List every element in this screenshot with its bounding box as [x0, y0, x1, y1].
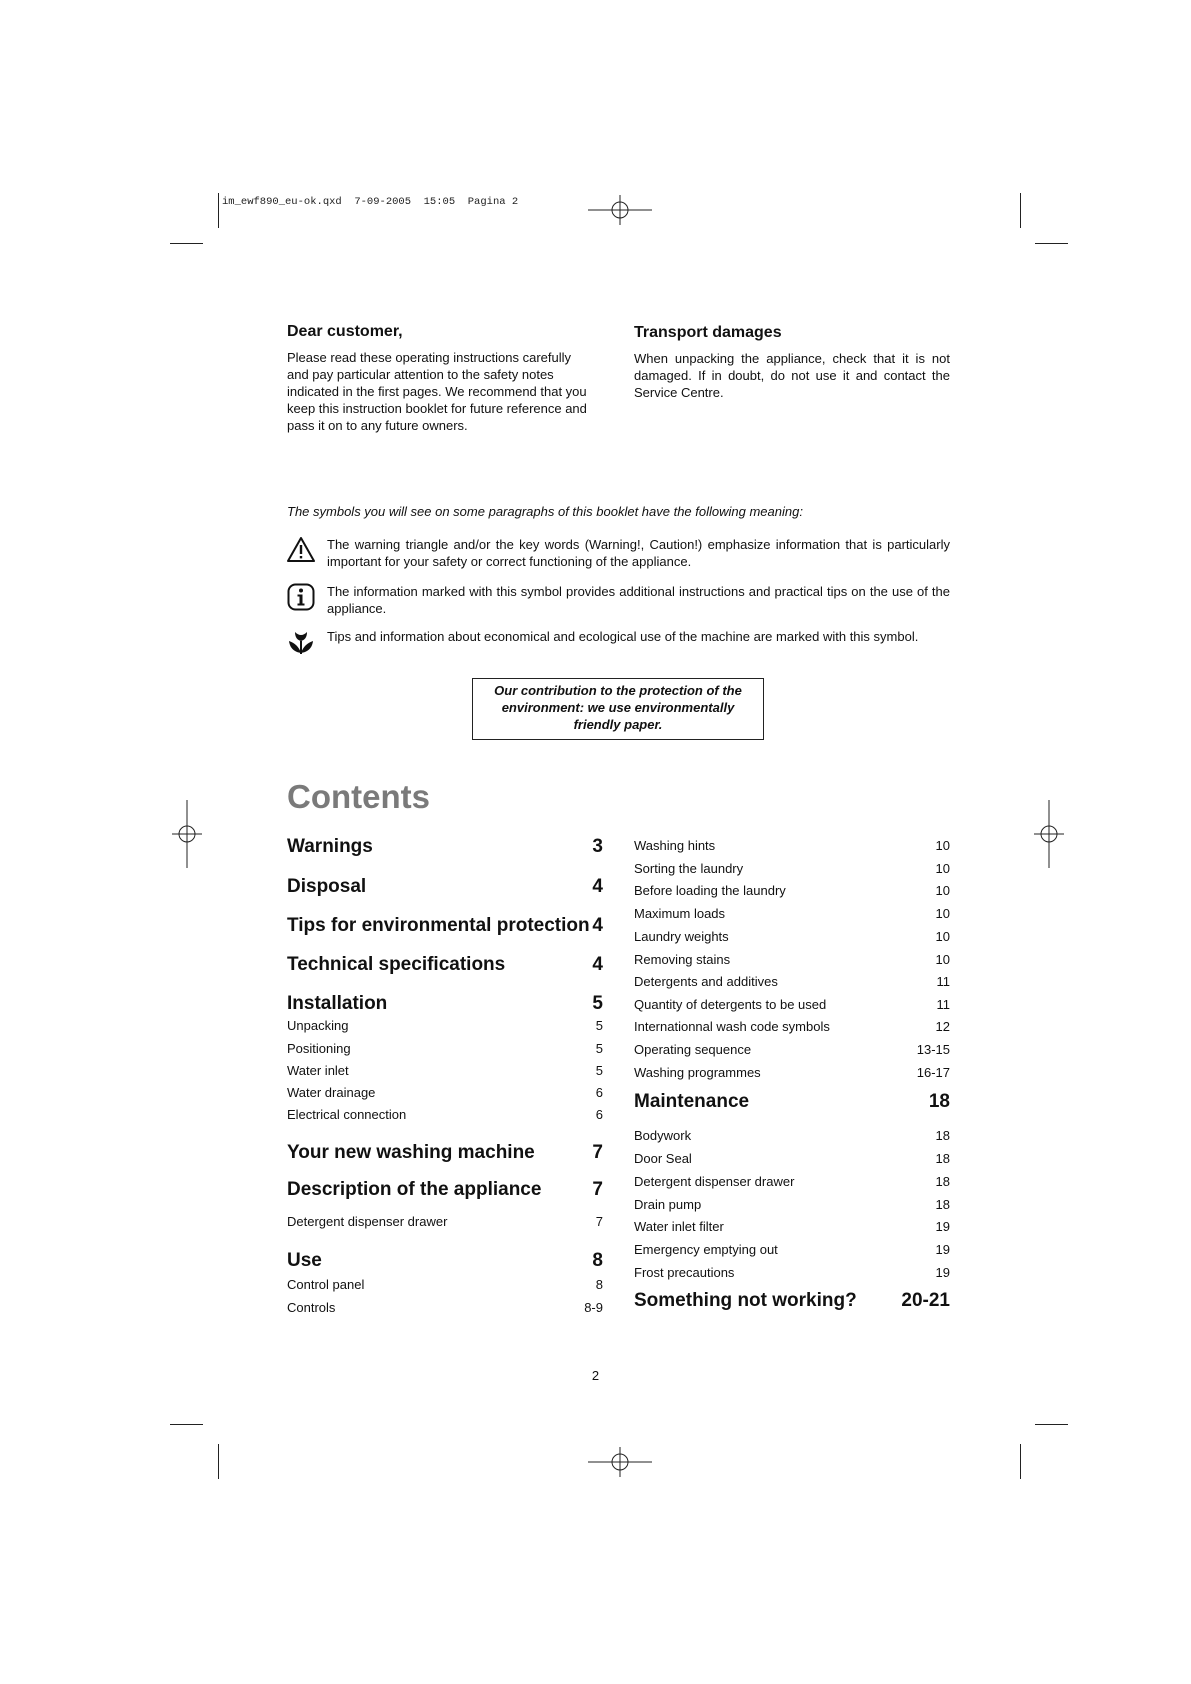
flower-eco-icon: [287, 628, 315, 656]
toc-label: Water inlet: [287, 1063, 349, 1078]
toc-entry: [287, 1277, 603, 1292]
toc-entry: [634, 952, 950, 967]
toc-page: 18: [935, 1197, 950, 1212]
toc-entry: [287, 1214, 603, 1229]
toc-page: 10: [935, 906, 950, 921]
symbol-text: The warning triangle and/or the key words (Warning!, Caution!) emphasize information that is particularly important for your safety or correct functioning of the appliance.: [327, 537, 950, 569]
toc-entry: [287, 993, 603, 1015]
toc-entry: [287, 1300, 603, 1315]
toc-page: 20-21: [901, 1290, 950, 1311]
toc-entry: [634, 906, 950, 921]
environment-note-box: [472, 678, 764, 740]
toc-label: Laundry weights: [634, 929, 729, 944]
toc-entry: [634, 1151, 950, 1166]
toc-entry: [287, 954, 603, 976]
toc-entry: [287, 836, 603, 858]
toc-entry: [634, 1019, 950, 1034]
toc-label: Quantity of detergents to be used: [634, 997, 827, 1012]
toc-entry: [287, 1179, 603, 1201]
toc-label: Emergency emptying out: [634, 1242, 778, 1257]
toc-entry: [287, 876, 603, 898]
toc-page: 10: [935, 838, 950, 853]
toc-label: Positioning: [287, 1041, 351, 1056]
toc-label: Water drainage: [287, 1085, 376, 1100]
symbol-item: [287, 536, 950, 576]
toc-page: 7: [595, 1214, 603, 1229]
toc-page: 6: [595, 1085, 603, 1100]
toc-page: 5: [592, 993, 603, 1014]
toc-page: 5: [595, 1041, 603, 1056]
toc-entry: [287, 1018, 603, 1033]
toc-entry: [287, 1107, 603, 1122]
dear-customer-text: [287, 349, 607, 434]
info-icon: [287, 583, 315, 611]
toc-page: 5: [595, 1063, 603, 1078]
toc-page: 3: [592, 836, 603, 857]
text-line: Please read these operating instructions carefully: [287, 350, 571, 365]
toc-entry: [634, 838, 950, 853]
toc-entry: [634, 1197, 950, 1212]
crop-mark: [1035, 1424, 1068, 1425]
toc-page: 10: [935, 861, 950, 876]
toc-label: Tips for environmental protection: [287, 915, 590, 936]
toc-entry: [287, 1250, 603, 1272]
toc-entry: [634, 1265, 950, 1280]
warning-triangle-icon: [287, 536, 315, 564]
registration-mark-icon: [588, 1447, 652, 1477]
toc-page: 18: [928, 1091, 950, 1112]
toc-page: 19: [935, 1219, 950, 1234]
toc-entry: [634, 1128, 950, 1143]
toc-label: Detergent dispenser drawer: [287, 1214, 448, 1229]
toc-entry: [634, 974, 950, 989]
text-line: environment: we use environmentally: [501, 700, 735, 715]
toc-entry: [634, 997, 950, 1012]
toc-label: Washing hints: [634, 838, 716, 853]
toc-page: 7: [592, 1142, 603, 1163]
transport-damages-heading: Transport damages: [634, 324, 782, 341]
toc-label: Frost precautions: [634, 1265, 735, 1280]
toc-entry: [634, 1091, 950, 1113]
crop-mark: [218, 1444, 219, 1479]
text-line: and pay particular attention to the safety notes: [287, 367, 554, 382]
toc-label: Description of the appliance: [287, 1179, 542, 1200]
toc-page: 8: [595, 1277, 603, 1292]
toc-page: 6: [595, 1107, 603, 1122]
text-line: Our contribution to the protection of the: [494, 683, 742, 698]
toc-label: Drain pump: [634, 1197, 702, 1212]
text-line: keep this instruction booklet for future reference and: [287, 401, 587, 416]
registration-mark-icon: [1034, 800, 1064, 868]
toc-label: Maintenance: [634, 1091, 750, 1112]
dear-customer-heading: Dear customer,: [287, 323, 403, 340]
crop-mark: [170, 243, 203, 244]
crop-mark: [1020, 193, 1021, 228]
symbols-intro: The symbols you will see on some paragraphs of this booklet have the following meaning:: [287, 504, 803, 519]
toc-label: Detergent dispenser drawer: [634, 1174, 795, 1189]
toc-page: 11: [936, 997, 950, 1012]
crop-mark: [170, 1424, 203, 1425]
toc-page: 8-9: [584, 1300, 603, 1315]
toc-page: 16-17: [916, 1065, 950, 1080]
toc-page: 7: [592, 1179, 603, 1200]
toc-entry: [634, 1242, 950, 1257]
registration-mark-icon: [588, 195, 652, 225]
symbol-item: [287, 583, 950, 623]
text-line: friendly paper.: [573, 717, 663, 732]
toc-entry: [634, 1174, 950, 1189]
toc-label: Before loading the laundry: [634, 883, 786, 898]
toc-entry: [287, 1041, 603, 1056]
text-line: indicated in the first pages. We recommend that you: [287, 384, 587, 399]
toc-label: Unpacking: [287, 1018, 349, 1033]
toc-label: Sorting the laundry: [634, 861, 744, 876]
toc-entry: [287, 1085, 603, 1100]
toc-label: Disposal: [287, 876, 367, 897]
crop-mark: [218, 193, 219, 228]
toc-label: Electrical connection: [287, 1107, 407, 1122]
crop-mark: [1035, 243, 1068, 244]
toc-label: Door Seal: [634, 1151, 692, 1166]
toc-page: 4: [592, 954, 603, 975]
toc-label: Detergents and additives: [634, 974, 778, 989]
toc-label: Control panel: [287, 1277, 365, 1292]
text-line: pass it on to any future owners.: [287, 418, 468, 433]
toc-entry: [634, 929, 950, 944]
toc-label: Installation: [287, 993, 388, 1014]
toc-page: 19: [935, 1265, 950, 1280]
toc-entry: [634, 861, 950, 876]
toc-page: 18: [935, 1151, 950, 1166]
toc-label: Maximum loads: [634, 906, 726, 921]
toc-page: 18: [935, 1128, 950, 1143]
contents-title: Contents: [287, 778, 430, 815]
symbol-item: [287, 628, 950, 658]
toc-label: Your new washing machine: [287, 1142, 535, 1163]
toc-entry: [634, 1219, 950, 1234]
toc-page: 4: [592, 915, 603, 936]
toc-page: 10: [935, 952, 950, 967]
toc-page: 8: [592, 1250, 603, 1271]
toc-page: 4: [592, 876, 603, 897]
page-number: 2: [591, 1368, 600, 1383]
toc-label: Water inlet filter: [634, 1219, 724, 1234]
toc-label: Technical specifications: [287, 954, 506, 975]
crop-mark: [1020, 1444, 1021, 1479]
toc-entry: [634, 883, 950, 898]
toc-page: 12: [935, 1019, 950, 1034]
toc-label: Washing programmes: [634, 1065, 761, 1080]
toc-entry: [634, 1042, 950, 1057]
toc-entry: [634, 1065, 950, 1080]
toc-page: 10: [935, 929, 950, 944]
toc-label: Use: [287, 1250, 322, 1271]
symbol-text: Tips and information about economical and ecological use of the machine are marked with this symbol.: [327, 629, 919, 644]
toc-label: Warnings: [287, 836, 373, 857]
toc-label: Operating sequence: [634, 1042, 752, 1057]
toc-page: 11: [936, 974, 950, 989]
toc-label: Controls: [287, 1300, 336, 1315]
toc-label: Bodywork: [634, 1128, 692, 1143]
registration-mark-icon: [172, 800, 202, 868]
toc-page: 5: [595, 1018, 603, 1033]
toc-label: Something not working?: [634, 1290, 857, 1311]
toc-entry: [287, 1063, 603, 1078]
toc-entry: [634, 1290, 950, 1312]
file-slug: im_ewf890_eu-ok.qxd 7-09-2005 15:05 Pagina 2: [222, 196, 519, 208]
toc-entry: [287, 915, 603, 937]
toc-page: 10: [935, 883, 950, 898]
toc-page: 18: [935, 1174, 950, 1189]
toc-label: Removing stains: [634, 952, 731, 967]
toc-page: 19: [935, 1242, 950, 1257]
toc-entry: [287, 1142, 603, 1164]
symbol-text: The information marked with this symbol provides additional instructions and practical tips on the use of the appliance.: [327, 584, 950, 616]
toc-page: 13-15: [916, 1042, 950, 1057]
transport-damages-text: When unpacking the appliance, check that it is not damaged. If in doubt, do not use it and contact the Service Centre.: [634, 351, 950, 400]
toc-label: Internationnal wash code symbols: [634, 1019, 830, 1034]
